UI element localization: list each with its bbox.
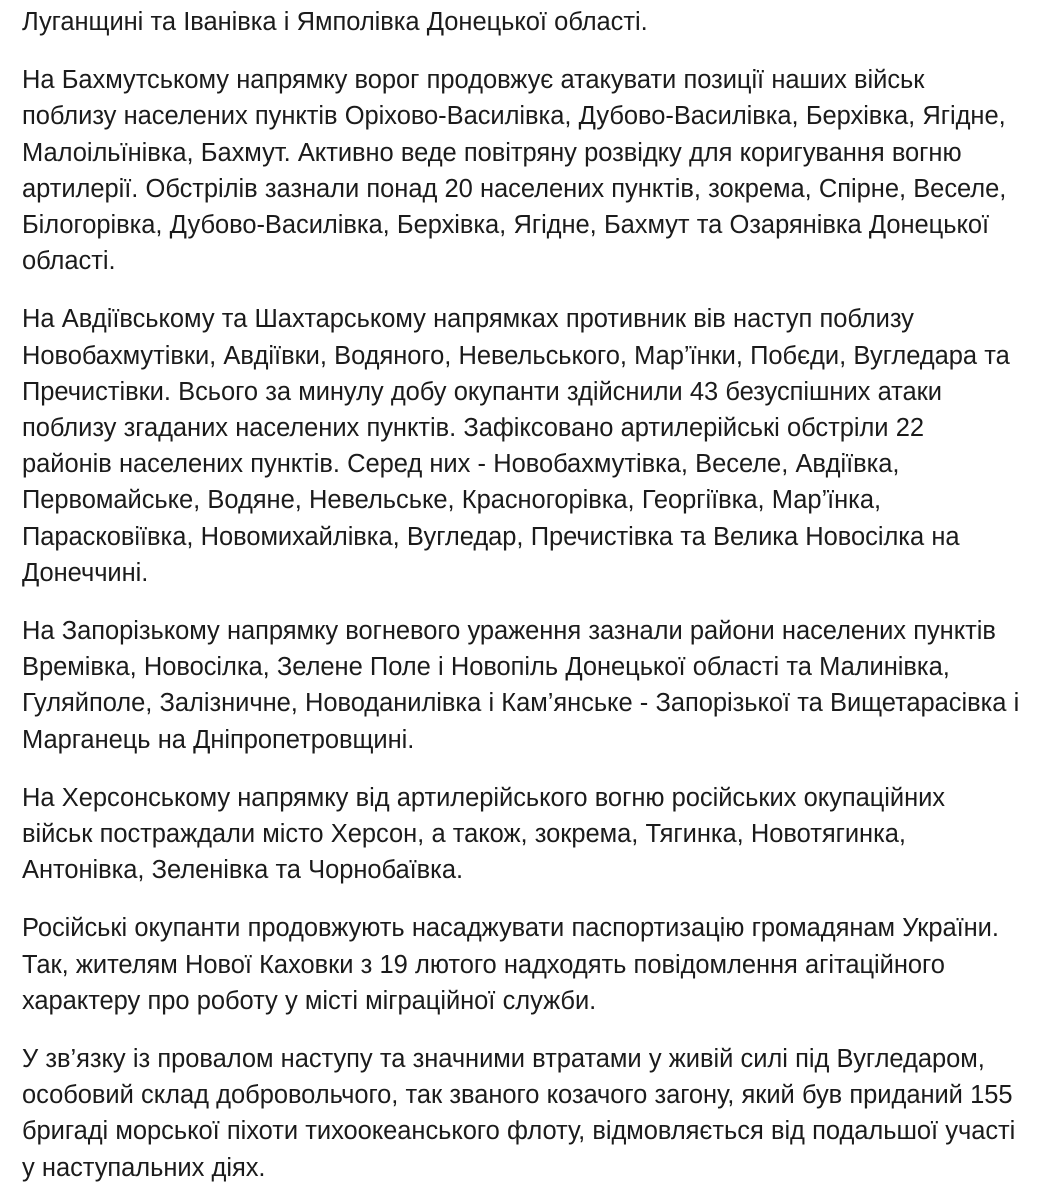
paragraph-luhanshchyna-ivanivka: Луганщині та Іванівка і Ямполівка Донецької області.	[22, 8, 648, 36]
paragraph-bakhmut-direction: На Бахмутському напрямку ворог продовжує атакувати позиції наших військ поблизу населених пунктів Оріхово-Василівка, Дубово-Василівка, Берхівка, Ягідне, Малоільїнівка, Бахмут. Активно веде повітряну розвідку для коригування вогню артилерії. Обстрілів зазнали понад 20 населених пунктів, зокрема, Спірне, Веселе, Білогорівка, Дубово-Василівка, Берхівка, Ягідне, Бахмут та Озарянівка Донецької області.	[22, 66, 1007, 276]
paragraph-kherson-direction: На Херсонському напрямку від артилерійського вогню російських окупаційних військ постраждали місто Херсон, а також, зокрема, Тягинка, Новотягинка, Антонівка, Зеленівка та Чорнобаївка.	[22, 783, 946, 885]
paragraph-passportization: Російські окупанти продовжують насаджувати паспортизацію громадянам України. Так, жителям Нової Каховки з 19 лютого надходять повідомлення агітаційного характеру про роботу у місті міграційної служби.	[22, 914, 999, 1015]
report-text-body	[0, 4, 1046, 1186]
paragraph-vuhledar-cossack-unit: У зв’язку із провалом наступу та значними втратами у живій силі під Вугледаром, особовий склад добровольчого, так званого козачого загону, який був приданий 155 бригаді морської піхоти тихоокеанського флоту, відмовляється від подальшої участі у наступальних діях.	[22, 1045, 1016, 1182]
paragraph-avdiivka-shakhtarsk-direction: На Авдіївському та Шахтарському напрямках противник вів наступ поблизу Новобахмутівки, Авдіївки, Водяного, Невельського, Мар’їнки, Побєди, Вугледара та Пречистівки. Всього за минулу добу окупанти здійснили 43 безуспішних атаки поблизу згаданих населених пунктів. Зафіксовано артилерійські обстріли 22 районів населених пунктів. Серед них - Новобахмутівка, Веселе, Авдіївка, Первомайське, Водяне, Невельське, Красногорівка, Георгіївка, Мар’їнка, Парасковіївка, Новомихайлівка, Вугледар, Пречистівка та Велика Новосілка на Донеччині.	[22, 305, 1010, 587]
paragraph-zaporizhzhia-direction: На Запорізькому напрямку вогневого ураження зазнали райони населених пунктів Времівка, Новосілка, Зелене Поле і Новопіль Донецької області та Малинівка, Гуляйполе, Залізничне, Новоданилівка і Кам’янське - Запорізької та Вищетарасівка і Марганець на Дніпропетровщині.	[22, 617, 1020, 754]
